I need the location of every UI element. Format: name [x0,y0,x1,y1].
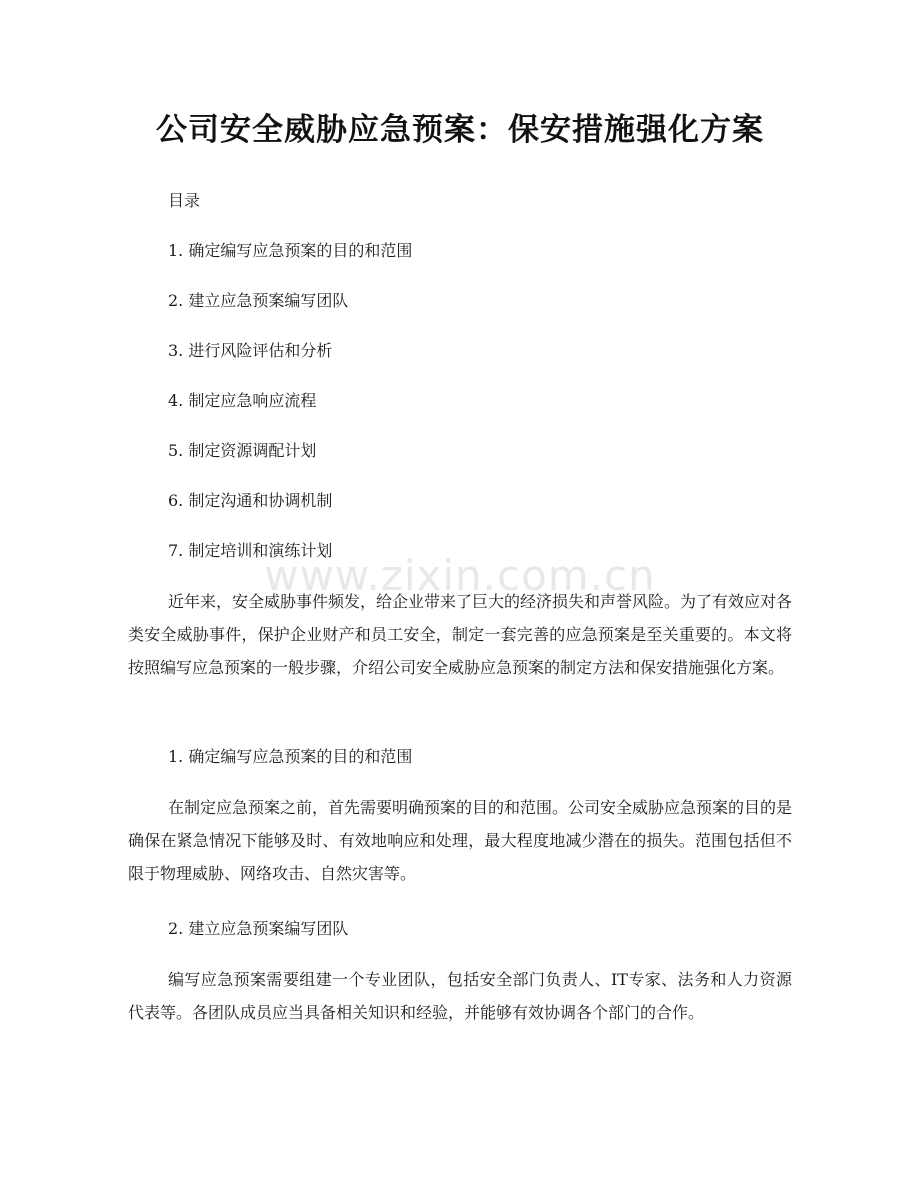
document-title: 公司安全威胁应急预案：保安措施强化方案 [156,112,764,148]
toc-item: 2. 建立应急预案编写团队 [168,291,349,310]
toc-item: 6. 制定沟通和协调机制 [168,491,333,510]
section-paragraph: 在制定应急预案之前，首先需要明确预案的目的和范围。公司安全威胁应急预案的目的是确保在紧急情况下能够及时、有效地响应和处理，最大程度地减少潜在的损失。范围包括但不限于物理威胁、网络攻击、自然灾害等。 [128,798,793,883]
toc-item: 5. 制定资源调配计划 [168,441,317,460]
toc-item: 1. 确定编写应急预案的目的和范围 [168,241,413,260]
toc-item: 3. 进行风险评估和分析 [168,341,333,360]
section-heading: 1. 确定编写应急预案的目的和范围 [168,747,413,766]
section-heading: 2. 建立应急预案编写团队 [168,919,349,938]
section-paragraph: 编写应急预案需要组建一个专业团队，包括安全部门负责人、IT专家、法务和人力资源代表等。各团队成员应当具备相关知识和经验，并能够有效协调各个部门的合作。 [128,970,792,1022]
watermark: www.zixin.com.cn [264,551,656,600]
toc-item: 7. 制定培训和演练计划 [168,541,333,560]
intro-paragraph: 近年来，安全威胁事件频发，给企业带来了巨大的经济损失和声誉风险。为了有效应对各类安全威胁事件，保护企业财产和员工安全，制定一套完善的应急预案是至关重要的。本文将按照编写应急预案的一般步骤，介绍公司安全威胁应急预案的制定方法和保安措施强化方案。 [128,592,793,677]
toc-heading: 目录 [168,191,201,210]
toc-item: 4. 制定应急响应流程 [168,391,317,410]
